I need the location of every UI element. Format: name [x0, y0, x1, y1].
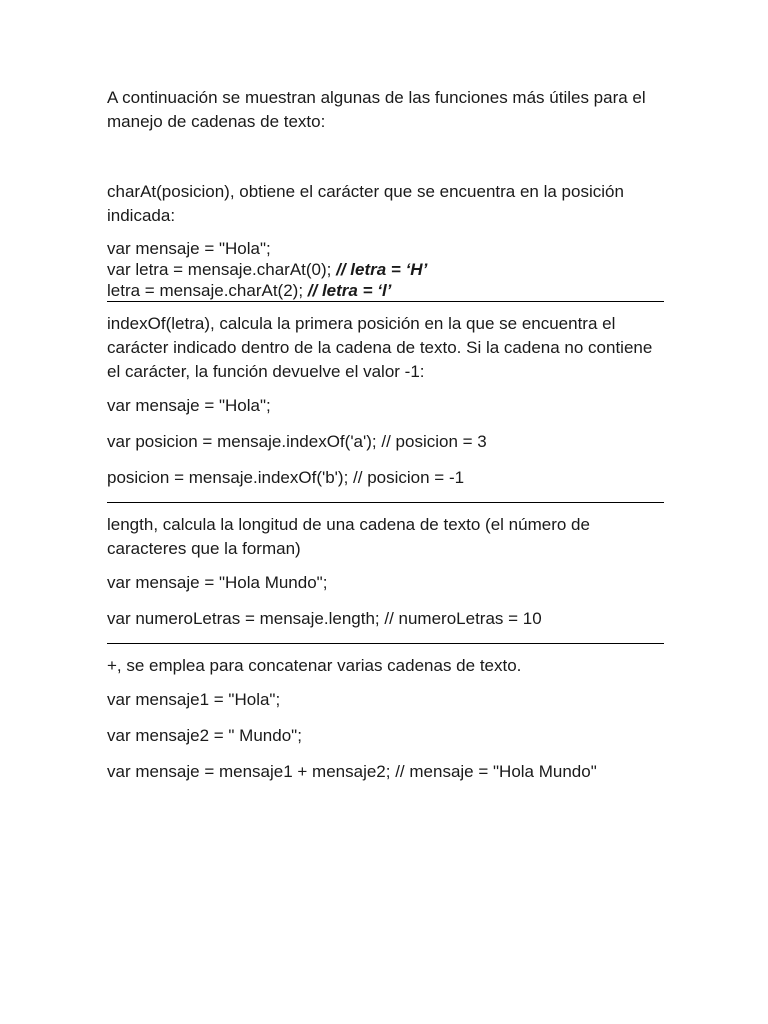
charat-code-line-3-code: letra = mensaje.charAt(2); [107, 281, 308, 300]
charat-code-line-3-comment: // letra = ‘l’ [307, 281, 392, 300]
indexof-code-line-2: var posicion = mensaje.indexOf('a'); // posicion = 3 [107, 432, 487, 451]
charat-code-line-3 [107, 280, 667, 301]
section-indexof [107, 302, 667, 490]
charat-code-line-2-code: var letra = mensaje.charAt(0); [107, 260, 337, 279]
concat-code-line-3: var mensaje = mensaje1 + mensaje2; // mensaje = "Hola Mundo" [107, 762, 597, 781]
section-charat [107, 180, 667, 301]
indexof-code-line-3: posicion = mensaje.indexOf('b'); // posicion = -1 [107, 468, 465, 487]
indexof-description: indexOf(letra), calcula la primera posición en la que se encuentra el carácter indicado dentro de la cadena de texto. Si la cadena no contiene el carácter, la función devuelve el valor -1: [107, 314, 653, 381]
charat-code-line-2-comment: // letra = ‘H’ [336, 260, 428, 279]
length-code-line-2: var numeroLetras = mensaje.length; // numeroLetras = 10 [107, 609, 542, 628]
concat-code-line-2: var mensaje2 = " Mundo"; [107, 726, 302, 745]
indexof-code-line-1: var mensaje = "Hola"; [107, 396, 271, 415]
charat-code-line-2 [107, 259, 667, 280]
length-code-line-1: var mensaje = "Hola Mundo"; [107, 573, 328, 592]
section-length [107, 503, 667, 631]
charat-code-line-1: var mensaje = "Hola"; [107, 239, 271, 258]
charat-description: charAt(posicion), obtiene el carácter que se encuentra en la posición indicada: [107, 182, 624, 225]
length-description: length, calcula la longitud de una cadena de texto (el número de caracteres que la forman) [107, 515, 590, 558]
document-page [107, 86, 667, 796]
concat-code-line-1: var mensaje1 = "Hola"; [107, 690, 281, 709]
charat-code [107, 238, 667, 301]
concat-description: +, se emplea para concatenar varias cadenas de texto. [107, 656, 522, 675]
intro-paragraph: A continuación se muestran algunas de las funciones más útiles para el manejo de cadenas de texto: [107, 88, 646, 131]
section-concat [107, 644, 667, 784]
